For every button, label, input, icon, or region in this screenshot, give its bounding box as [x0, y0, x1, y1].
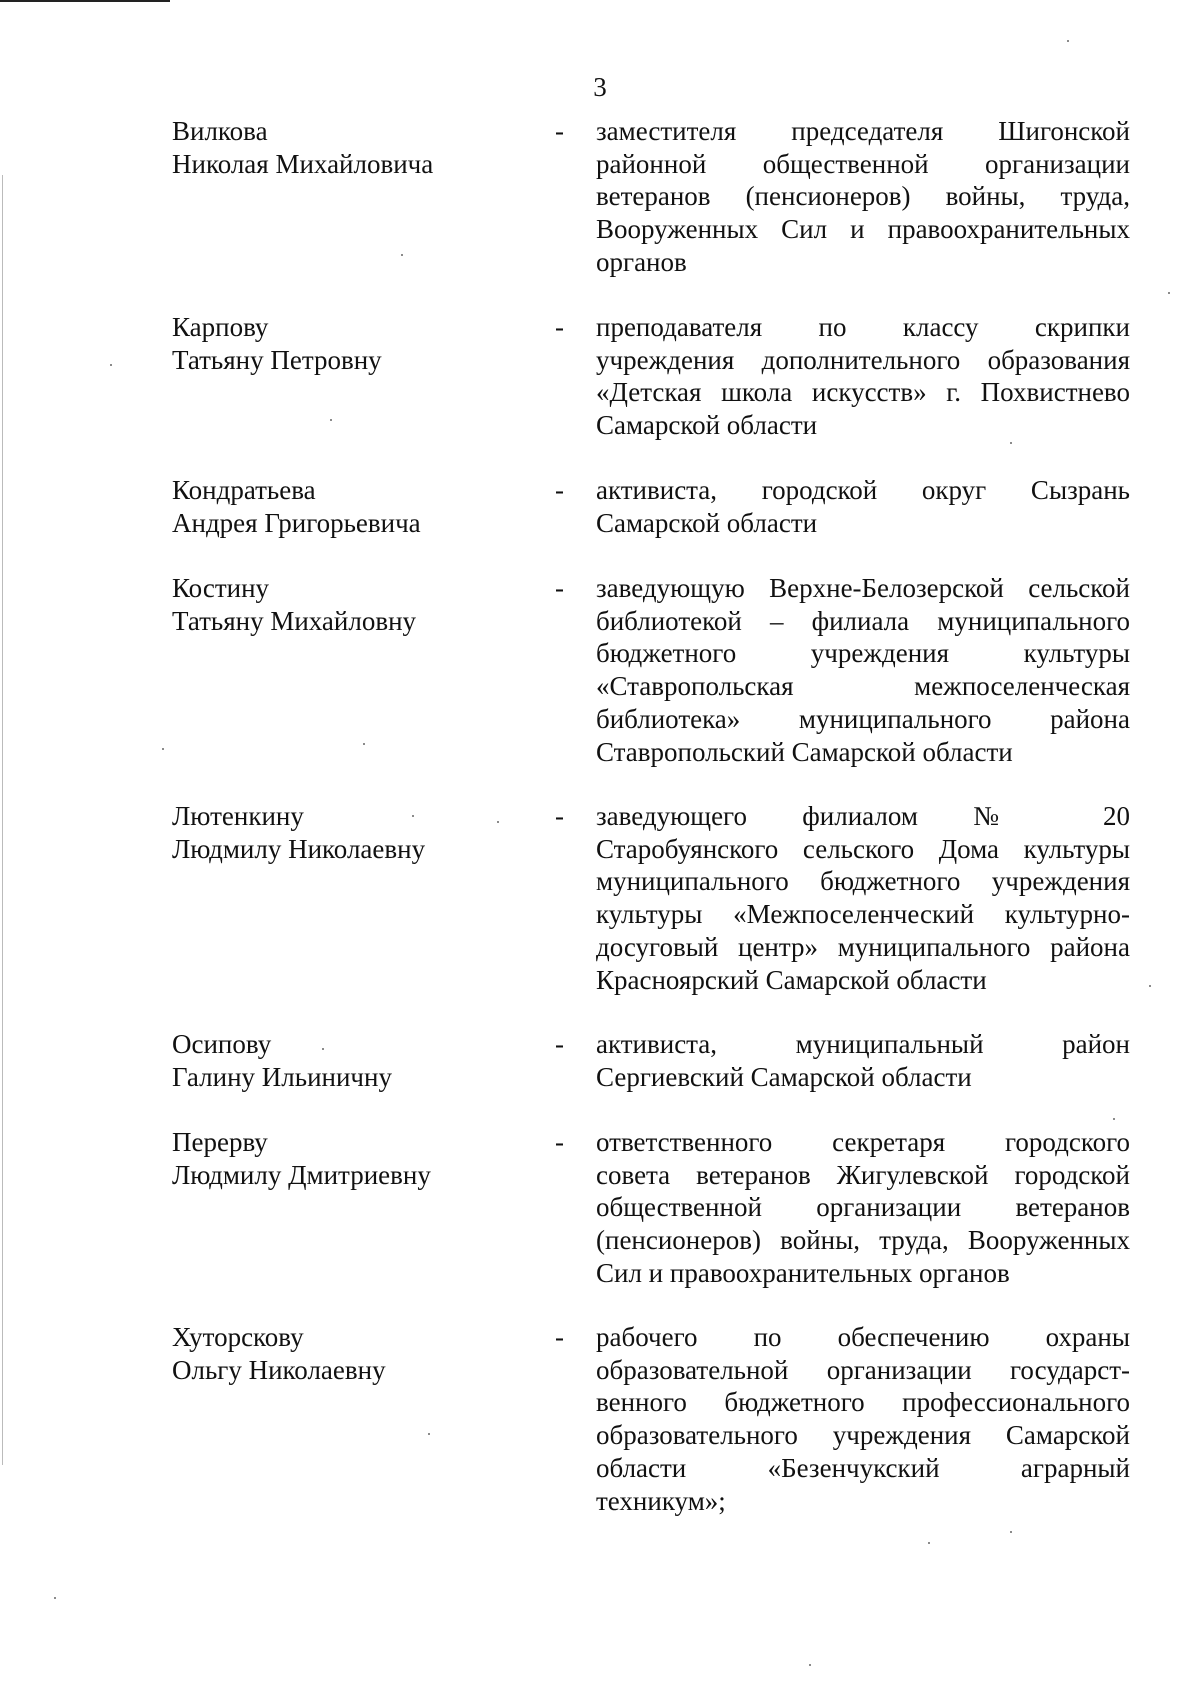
scan-speck [162, 748, 164, 750]
recipient-given-names: Татьяну Петровну [172, 344, 382, 375]
recipient-surname: Вилкова [172, 116, 268, 146]
recipient-given-names: Андрея Григорьевича [172, 507, 421, 538]
recipient-surname: Кондратьева [172, 475, 316, 505]
recipient-surname: Перерву [172, 1127, 268, 1157]
entry-dash: - [555, 475, 564, 505]
scan-edge-left [2, 175, 3, 1465]
scan-speck [1010, 442, 1012, 444]
recipient-name [172, 1126, 502, 1191]
recipient-position [596, 1028, 1130, 1093]
position-line: Сергиевский Самарской области [596, 1061, 972, 1092]
recipient-name [172, 572, 502, 637]
scan-speck [322, 1048, 324, 1050]
recipient-name [172, 311, 502, 376]
scan-edge-top [0, 0, 170, 2]
position-line: области «Безенчукский аграрный [596, 1452, 1130, 1483]
position-line: библиотекой – филиала муниципального [596, 605, 1130, 636]
recipient-given-names: Людмилу Дмитриевну [172, 1159, 431, 1190]
recipient-name [172, 800, 502, 865]
recipient-name [172, 1028, 502, 1093]
recipient-surname: Лютенкину [172, 801, 304, 831]
position-line: Самарской области [596, 410, 818, 441]
position-line: муниципального бюджетного учреждения [596, 866, 1130, 897]
scan-speck [330, 419, 332, 421]
position-line: образовательной организации государст- [596, 1354, 1130, 1385]
recipient-position [596, 311, 1130, 442]
entry-dash: - [555, 312, 564, 342]
position-line: Сил и правоохранительных органов [596, 1257, 1010, 1288]
position-line: (пенсионеров) войны, труда, Вооруженных [596, 1225, 1130, 1256]
entry-dash: - [555, 573, 564, 603]
position-line: органов [596, 246, 687, 277]
scan-speck [928, 1542, 930, 1544]
position-line: бюджетного учреждения культуры [596, 638, 1130, 669]
entry-dash: - [555, 1322, 564, 1352]
scan-speck [1010, 1531, 1012, 1533]
entry-dash: - [555, 1029, 564, 1059]
position-line: Вооруженных Сил и правоохранительных [596, 214, 1130, 245]
recipient-position [596, 115, 1130, 279]
position-line: образовательного учреждения Самарской [596, 1420, 1130, 1451]
recipient-position [596, 572, 1130, 768]
recipient-position [596, 1126, 1130, 1290]
position-line: активиста, муниципальный район [596, 1029, 1130, 1059]
scan-speck [809, 1664, 811, 1666]
position-line: заведующего филиалом № 20 [596, 801, 1130, 831]
position-line: ветеранов (пенсионеров) войны, труда, [596, 181, 1130, 212]
recipient-position [596, 800, 1130, 996]
position-line: «Ставропольская межпоселенческая [596, 671, 1130, 702]
position-line: заместителя председателя Шигонской [596, 116, 1130, 146]
position-line: общественной организации ветеранов [596, 1192, 1130, 1223]
scan-speck [412, 815, 414, 817]
position-line: активиста, городской округ Сызрань [596, 475, 1130, 505]
position-line: техникум»; [596, 1485, 726, 1516]
scan-speck [428, 1433, 430, 1435]
position-line: учреждения дополнительного образования [596, 344, 1130, 375]
position-line: совета ветеранов Жигулевской городской [596, 1159, 1130, 1190]
page-number: 3 [593, 72, 607, 102]
recipient-name [172, 474, 502, 539]
scan-speck [401, 254, 403, 256]
scan-speck [363, 743, 365, 745]
position-line: рабочего по обеспечению охраны [596, 1322, 1130, 1352]
position-line: Самарской области [596, 507, 818, 538]
scan-speck [1149, 985, 1151, 987]
position-line: венного бюджетного профессионального [596, 1387, 1130, 1418]
recipient-name [172, 1321, 502, 1386]
recipient-surname: Карпову [172, 312, 269, 342]
position-line: ответственного секретаря городского [596, 1127, 1130, 1157]
position-line: преподавателя по классу скрипки [596, 312, 1130, 342]
recipient-given-names: Татьяну Михайловну [172, 605, 417, 636]
recipient-given-names: Галину Ильиничну [172, 1061, 392, 1092]
recipient-surname: Костину [172, 573, 270, 603]
entry-dash: - [555, 116, 564, 146]
position-line: Ставропольский Самарской области [596, 736, 1013, 767]
recipient-name [172, 115, 502, 180]
scan-speck [1113, 1118, 1115, 1120]
scan-speck [497, 821, 499, 823]
position-line: культуры «Межпоселенческий культурно- [596, 899, 1130, 930]
scan-speck [54, 1597, 56, 1599]
scan-speck [1067, 40, 1069, 42]
recipient-given-names: Ольгу Николаевну [172, 1354, 386, 1385]
recipient-given-names: Людмилу Николаевну [172, 833, 426, 864]
position-line: районной общественной организации [596, 148, 1130, 179]
position-line: Красноярский Самарской области [596, 964, 987, 995]
scan-speck [1168, 292, 1170, 294]
recipient-surname: Хуторскову [172, 1322, 304, 1352]
position-line: досуговый центр» муниципального района [596, 931, 1130, 962]
scan-speck [110, 364, 112, 366]
recipient-given-names: Николая Михайловича [172, 148, 434, 179]
position-line: заведующую Верхне-Белозерской сельской [596, 573, 1130, 603]
recipient-surname: Осипову [172, 1029, 272, 1059]
entry-dash: - [555, 1127, 564, 1157]
position-line: библиотека» муниципального района [596, 703, 1130, 734]
recipient-position [596, 1321, 1130, 1517]
position-line: Старобуянского сельского Дома культуры [596, 833, 1130, 864]
position-line: «Детская школа искусств» г. Похвистнево [596, 377, 1130, 408]
entry-dash: - [555, 801, 564, 831]
recipient-position [596, 474, 1130, 539]
